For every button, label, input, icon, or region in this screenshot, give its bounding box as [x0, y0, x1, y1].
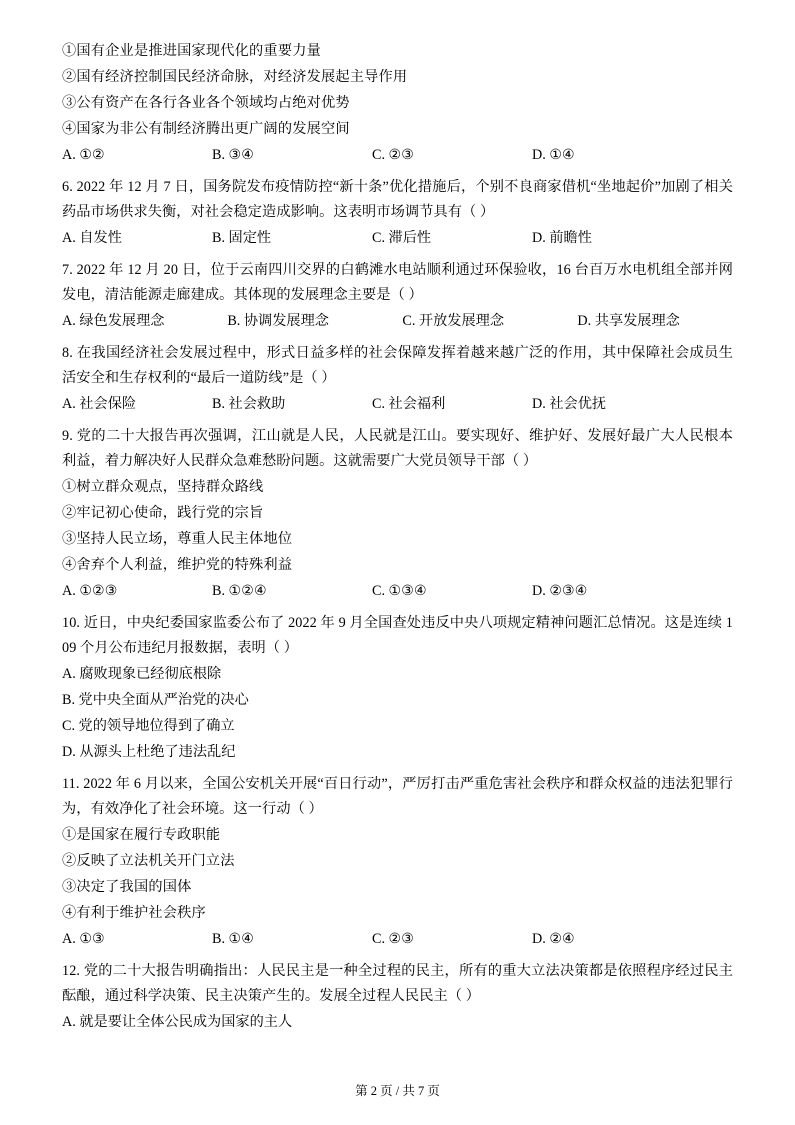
- question-10-option-a[interactable]: A. 腐败现象已经彻底根除: [62, 666, 222, 682]
- option-d[interactable]: D. 社会优抚: [532, 396, 607, 412]
- option-d[interactable]: D. 前瞻性: [532, 230, 592, 246]
- continuation-item-2: ②国有经济控制国民经济命脉，对经济发展起主导作用: [62, 69, 408, 85]
- option-c[interactable]: C. 社会福利: [372, 396, 446, 412]
- option-d[interactable]: D. 共享发展理念: [577, 313, 680, 329]
- question-8: [62, 341, 733, 417]
- option-c[interactable]: C. ②③: [372, 147, 414, 163]
- continuation-item-1: ①国有企业是推进国家现代化的重要力量: [62, 43, 321, 59]
- option-b[interactable]: B. ①④: [212, 931, 254, 947]
- option-c[interactable]: C. 滞后性: [372, 230, 432, 246]
- question-9-item-4: ④舍弃个人利益，维护党的特殊利益: [62, 557, 293, 573]
- question-7-options: [62, 308, 733, 334]
- question-10-stem: 10. 近日，中央纪委国家监委公布了 2022 年 9 月全国查处违反中央八项规定精神问题汇总情况。这是连续 109 个月公布违纪月报数据，表明（ ）: [62, 615, 733, 656]
- option-b[interactable]: B. ③④: [212, 147, 254, 163]
- option-b[interactable]: B. 协调发展理念: [227, 313, 329, 329]
- option-d[interactable]: D. ①④: [532, 147, 575, 163]
- question-7: [62, 258, 733, 334]
- question-12-option-a[interactable]: A. 就是要让全体公民成为国家的主人: [62, 1014, 293, 1030]
- question-12-stem: 12. 党的二十大报告明确指出：人民民主是一种全过程的民主，所有的重大立法决策都是依照程序经过民主酝酿，通过科学决策、民主决策产生的。发展全过程人民民主（ ）: [62, 963, 733, 1004]
- question-11-options: [62, 926, 733, 952]
- option-c[interactable]: C. ②③: [372, 931, 414, 947]
- question-9-options: [62, 578, 733, 604]
- question-8-options: [62, 391, 733, 417]
- question-9-stem: 9. 党的二十大报告再次强调，江山就是人民，人民就是江山。要实现好、维护好、发展好最广大人民根本利益，着力解决好人民群众急难愁盼问题。这就需要广大党员领导干部（ ）: [62, 428, 733, 469]
- question-10: [62, 611, 733, 765]
- question-11-item-3: ③决定了我国的国体: [62, 879, 192, 895]
- option-a[interactable]: A. 社会保险: [62, 396, 137, 412]
- option-d[interactable]: D. ②④: [532, 931, 575, 947]
- question-6-stem: 6. 2022 年 12 月 7 日，国务院发布疫情防控“新十条”优化措施后，个别不良商家借机“坐地起价”加剧了相关药品市场供求失衡，对社会稳定造成影响。这表明市场调节具有（ ）: [62, 179, 733, 220]
- option-a[interactable]: A. ①②③: [62, 583, 118, 599]
- question-11-item-1: ①是国家在履行专政职能: [62, 827, 221, 843]
- option-c[interactable]: C. 开放发展理念: [402, 313, 505, 329]
- question-7-stem: 7. 2022 年 12 月 20 日，位于云南四川交界的白鹤滩水电站顺利通过环保验收，16 台百万水电机组全部并网发电，清洁能源走廊建成。其体现的发展理念主要是（ ）: [62, 262, 733, 303]
- question-11: [62, 772, 733, 952]
- option-b[interactable]: B. ①②④: [212, 583, 267, 599]
- option-a[interactable]: A. 绿色发展理念: [62, 313, 165, 329]
- question-8-stem: 8. 在我国经济社会发展过程中，形式日益多样的社会保障发挥着越来越广泛的作用，其中保障社会成员生活安全和生存权利的“最后一道防线”是（ ）: [62, 345, 733, 386]
- question-10-option-b[interactable]: B. 党中央全面从严治党的决心: [62, 692, 249, 708]
- question-11-stem: 11. 2022 年 6 月以来，全国公安机关开展“百日行动”，严厉打击严重危害社会秩序和群众权益的违法犯罪行为，有效净化了社会环境。这一行动（ ）: [62, 776, 733, 817]
- continuation-answer-options: [62, 142, 733, 168]
- question-6-options: [62, 225, 733, 251]
- continuation-item-3: ③公有资产在各行各业各个领域均占绝对优势: [62, 95, 350, 111]
- question-6: [62, 175, 733, 251]
- continuation-options-block: [62, 38, 733, 168]
- question-10-option-d[interactable]: D. 从源头上杜绝了违法乱纪: [62, 744, 236, 760]
- question-9-item-3: ③坚持人民立场，尊重人民主体地位: [62, 531, 293, 547]
- question-9-item-2: ②牢记初心使命，践行党的宗旨: [62, 505, 264, 521]
- question-10-option-c[interactable]: C. 党的领导地位得到了确立: [62, 718, 235, 734]
- option-b[interactable]: B. 社会救助: [212, 396, 286, 412]
- page-footer: 第 2 页 / 共 7 页: [355, 1084, 440, 1098]
- option-a[interactable]: A. 自发性: [62, 230, 122, 246]
- option-c[interactable]: C. ①③④: [372, 583, 427, 599]
- option-a[interactable]: A. ①②: [62, 147, 105, 163]
- option-d[interactable]: D. ②③④: [532, 583, 588, 599]
- question-12: [62, 959, 733, 1035]
- question-11-item-4: ④有利于维护社会秩序: [62, 905, 206, 921]
- continuation-item-4: ④国家为非公有制经济腾出更广阔的发展空间: [62, 121, 350, 137]
- option-a[interactable]: A. ①③: [62, 931, 105, 947]
- question-9: [62, 424, 733, 604]
- question-9-item-1: ①树立群众观点，坚持群众路线: [62, 479, 264, 495]
- question-11-item-2: ②反映了立法机关开门立法: [62, 853, 235, 869]
- option-b[interactable]: B. 固定性: [212, 230, 272, 246]
